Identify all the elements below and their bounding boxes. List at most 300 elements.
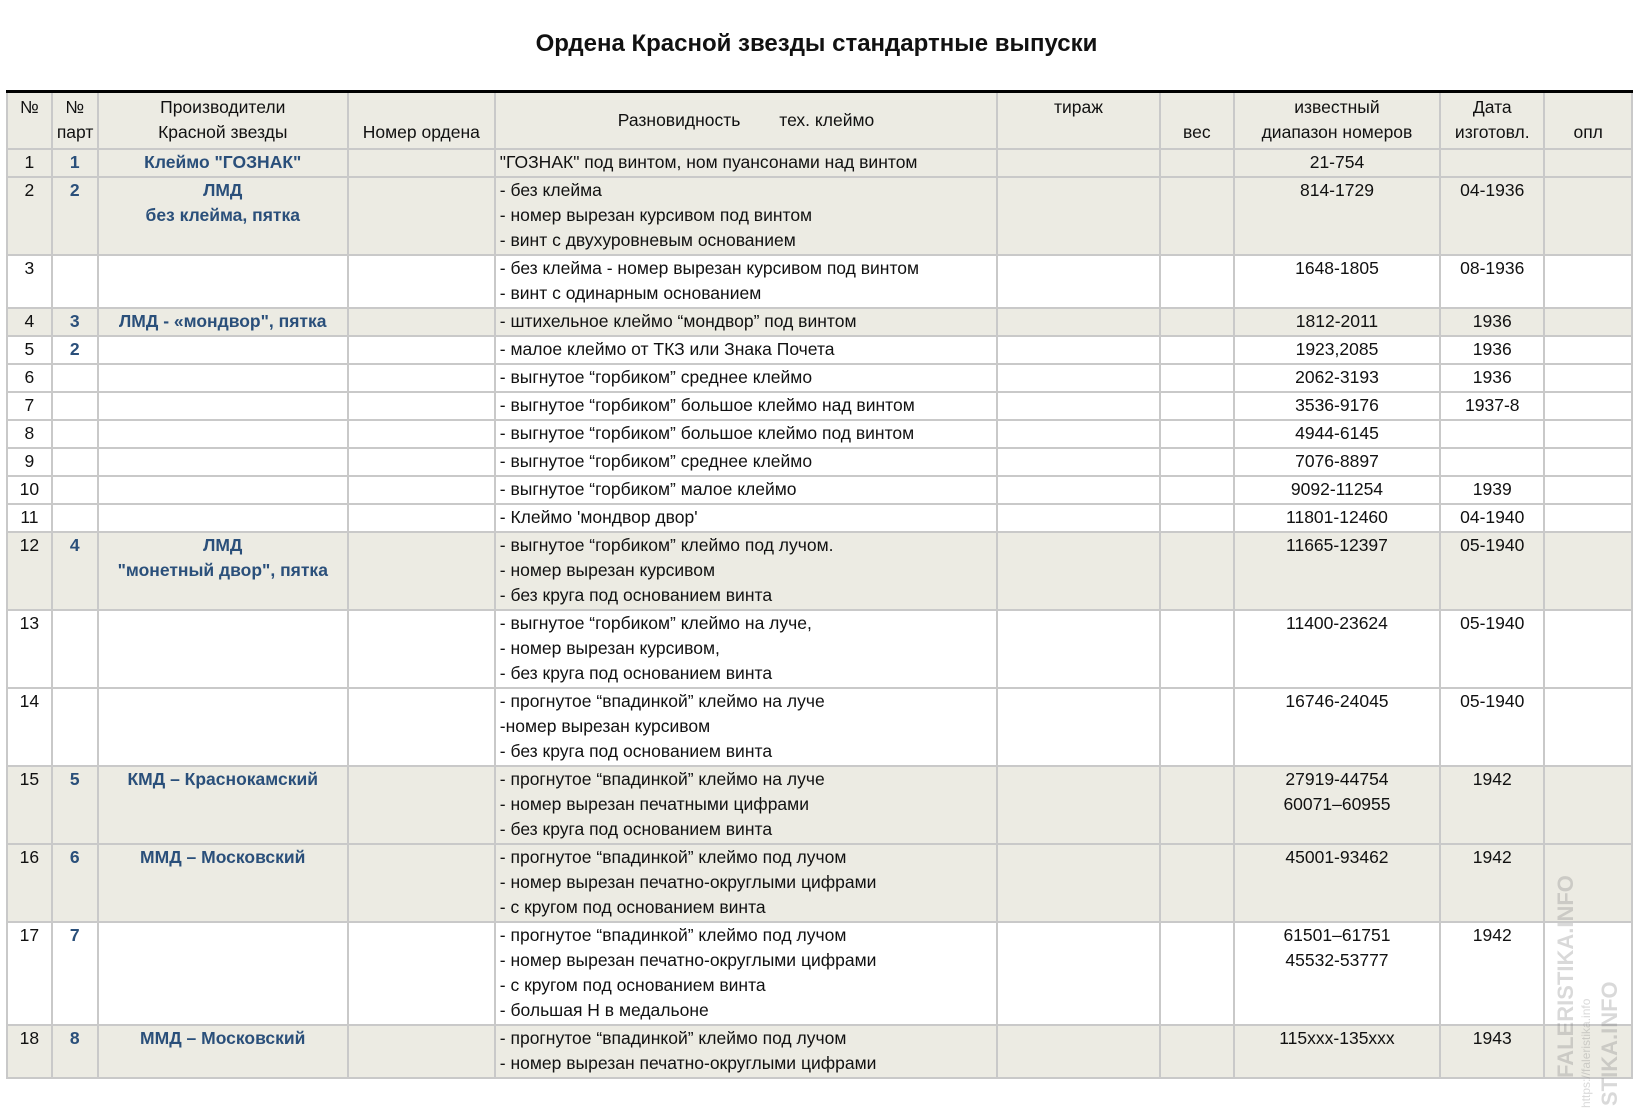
row-range: [1234, 504, 1440, 532]
row-tirazh: [997, 1025, 1160, 1078]
row-range: [1234, 844, 1440, 922]
row-number-line: 7: [24, 394, 35, 415]
row-ves: [1160, 364, 1234, 392]
row-opl: [1544, 476, 1632, 504]
row-variant: [495, 177, 997, 255]
row-range: [1234, 149, 1440, 177]
row-number-line: 8: [24, 422, 35, 443]
header-order-number: Номер ордена: [348, 92, 495, 149]
row-tirazh: [997, 532, 1160, 610]
row-variant-line: - большая Н в медальоне: [499, 999, 709, 1020]
row-part-line: 8: [69, 1027, 80, 1048]
row-maker: [98, 504, 348, 532]
row-range-line: 11801-12460: [1286, 506, 1388, 527]
row-part: [52, 448, 98, 476]
row-ves: [1160, 476, 1234, 504]
row-ves: [1160, 177, 1234, 255]
row-date-line: 08-1936: [1460, 257, 1525, 278]
row-order-number: [348, 308, 495, 336]
row-date-line: 04-1940: [1460, 506, 1525, 527]
row-ves: [1160, 844, 1234, 922]
row-part: [52, 476, 98, 504]
row-tirazh: [997, 610, 1160, 688]
row-date-line: 1942: [1472, 846, 1512, 867]
row-tirazh: [997, 336, 1160, 364]
row-part-line: 1: [69, 151, 80, 172]
row-number: [7, 1025, 52, 1078]
row-range-line: 1812-2011: [1295, 310, 1379, 331]
row-number: [7, 688, 52, 766]
row-date: [1440, 364, 1544, 392]
header-row: [7, 92, 1632, 149]
row-date: [1440, 610, 1544, 688]
row-ves: [1160, 1025, 1234, 1078]
row-maker-line: Клеймо "ГОЗНАК": [144, 151, 302, 172]
row-date-line: 1939: [1472, 478, 1512, 499]
row-number: [7, 504, 52, 532]
row-maker-line: "монетный двор", пятка: [117, 559, 328, 580]
row-date-line: 05-1940: [1460, 534, 1525, 555]
table-row: [7, 1025, 1632, 1078]
row-variant: [495, 364, 997, 392]
row-part: [52, 420, 98, 448]
row-part-line: 5: [69, 768, 80, 789]
row-variant-line: - выгнутое “горбиком” малое клеймо: [499, 478, 797, 499]
row-ves: [1160, 255, 1234, 308]
row-range: [1234, 766, 1440, 844]
row-number-line: 13: [19, 612, 40, 633]
row-maker-line: ЛМД: [203, 179, 243, 200]
row-ves: [1160, 308, 1234, 336]
row-number: [7, 177, 52, 255]
row-range-line: 11665-12397: [1286, 534, 1388, 555]
row-variant: [495, 255, 997, 308]
row-number-line: 11: [20, 506, 39, 527]
row-variant-line: - винт с одинарным основанием: [499, 282, 762, 303]
row-part-line: 2: [69, 179, 80, 200]
row-variant-line: - без круга под основанием винта: [499, 740, 773, 761]
row-range: [1234, 688, 1440, 766]
row-date-line: 1942: [1472, 768, 1512, 789]
row-number: [7, 766, 52, 844]
row-date-line: 1942: [1472, 924, 1512, 945]
header-range: известный диапазон номеров: [1234, 92, 1440, 149]
row-tirazh: [997, 766, 1160, 844]
row-variant: [495, 392, 997, 420]
table-row: [7, 364, 1632, 392]
row-variant-line: - номер вырезан печатно-округлыми цифрами: [499, 871, 877, 892]
row-variant-line: - с кругом под основанием винта: [499, 974, 766, 995]
row-part: [52, 308, 98, 336]
table-row: [7, 476, 1632, 504]
row-ves: [1160, 392, 1234, 420]
row-opl: [1544, 532, 1632, 610]
row-variant-line: - номер вырезан курсивом: [499, 559, 716, 580]
row-variant-line: - выгнутое “горбиком” большое клеймо под винтом: [499, 422, 915, 443]
row-number: [7, 448, 52, 476]
watermark: [1549, 852, 1622, 1108]
row-part: [52, 688, 98, 766]
row-maker: [98, 336, 348, 364]
row-tirazh: [997, 922, 1160, 1025]
row-part: [52, 766, 98, 844]
table-row: [7, 392, 1632, 420]
row-date: [1440, 532, 1544, 610]
row-date: [1440, 688, 1544, 766]
row-opl: [1544, 392, 1632, 420]
row-variant: [495, 688, 997, 766]
row-part-line: 4: [69, 534, 80, 555]
row-variant-line: - штихельное клеймо “мондвор” под винтом: [499, 310, 857, 331]
table-row: [7, 255, 1632, 308]
row-variant-line: - прогнутое “впадинкой” клеймо под лучом: [499, 846, 847, 867]
row-date-line: 1943: [1472, 1027, 1512, 1048]
watermark-url: https://faleristika.info: [1579, 998, 1593, 1108]
row-number: [7, 308, 52, 336]
row-order-number: [348, 392, 495, 420]
row-tirazh: [997, 448, 1160, 476]
row-part: [52, 610, 98, 688]
row-variant: [495, 448, 997, 476]
row-variant-line: - без клейма - номер вырезан курсивом под винтом: [499, 257, 920, 278]
row-range-line: 2062-3193: [1295, 366, 1379, 387]
row-tirazh: [997, 364, 1160, 392]
table-row: [7, 504, 1632, 532]
row-maker-line: КМД – Краснокамский: [127, 768, 318, 789]
row-range: [1234, 255, 1440, 308]
row-tirazh: [997, 688, 1160, 766]
row-range: [1234, 532, 1440, 610]
row-variant-line: - без клейма: [499, 179, 602, 200]
row-ves: [1160, 448, 1234, 476]
row-part-line: 2: [69, 338, 80, 359]
row-number: [7, 336, 52, 364]
row-range: [1234, 364, 1440, 392]
row-opl: [1544, 308, 1632, 336]
row-number-line: 14: [19, 690, 40, 711]
row-variant-line: - прогнутое “впадинкой” клеймо на луче: [499, 690, 825, 711]
row-maker: [98, 844, 348, 922]
row-range: [1234, 476, 1440, 504]
row-variant-line: - прогнутое “впадинкой” клеймо на луче: [499, 768, 825, 789]
table-row: [7, 308, 1632, 336]
row-variant: [495, 476, 997, 504]
row-maker: [98, 532, 348, 610]
row-maker-line: без клейма, пятка: [145, 204, 300, 225]
row-maker: [98, 149, 348, 177]
watermark-text: FALERISTIKA.INFO: [1553, 875, 1578, 1078]
row-ves: [1160, 766, 1234, 844]
row-ves: [1160, 610, 1234, 688]
row-maker-line: ММД – Московский: [140, 846, 306, 867]
row-variant-line: - номер вырезан курсивом,: [499, 637, 720, 658]
row-order-number: [348, 476, 495, 504]
header-num: №: [7, 92, 52, 149]
row-date: [1440, 476, 1544, 504]
row-range-line: 61501–61751: [1283, 924, 1391, 945]
row-variant-line: - номер вырезан печатно-округлыми цифрами: [499, 1052, 877, 1073]
row-tirazh: [997, 476, 1160, 504]
row-ves: [1160, 688, 1234, 766]
row-date-line: 1936: [1472, 310, 1512, 331]
row-part: [52, 504, 98, 532]
row-variant-line: - выгнутое “горбиком” клеймо под лучом.: [499, 534, 834, 555]
header-opl: опл: [1544, 92, 1632, 149]
row-opl: [1544, 177, 1632, 255]
row-range-line: 21-754: [1309, 151, 1365, 172]
row-variant: [495, 1025, 997, 1078]
row-variant-line: - прогнутое “впадинкой” клеймо под лучом: [499, 924, 847, 945]
row-opl: [1544, 504, 1632, 532]
row-order-number: [348, 1025, 495, 1078]
row-part: [52, 1025, 98, 1078]
row-range-line: 45532-53777: [1285, 949, 1389, 970]
row-range-line: 9092-11254: [1290, 478, 1384, 499]
row-range: [1234, 392, 1440, 420]
row-variant: [495, 149, 997, 177]
row-opl: [1544, 766, 1632, 844]
row-number: [7, 255, 52, 308]
row-maker: [98, 308, 348, 336]
row-range: [1234, 448, 1440, 476]
row-order-number: [348, 610, 495, 688]
row-variant-line: - номер вырезан курсивом под винтом: [499, 204, 813, 225]
row-variant-line: - номер вырезан печатно-округлыми цифрами: [499, 949, 877, 970]
row-order-number: [348, 504, 495, 532]
row-range: [1234, 610, 1440, 688]
row-variant-line: - прогнутое “впадинкой” клеймо под лучом: [499, 1027, 847, 1048]
row-tirazh: [997, 149, 1160, 177]
row-maker: [98, 766, 348, 844]
row-variant-line: - малое клеймо от ТКЗ или Знака Почета: [499, 338, 835, 359]
row-date: [1440, 1025, 1544, 1078]
row-date: [1440, 448, 1544, 476]
row-variant: [495, 504, 997, 532]
row-date-line: 04-1936: [1460, 179, 1525, 200]
row-tirazh: [997, 255, 1160, 308]
row-number: [7, 922, 52, 1025]
row-variant-line: -номер вырезан курсивом: [499, 715, 711, 736]
row-maker: [98, 610, 348, 688]
table-row: [7, 688, 1632, 766]
row-maker: [98, 364, 348, 392]
row-variant-line: "ГОЗНАК" под винтом, ном пуансонами над винтом: [499, 151, 918, 172]
row-date: [1440, 177, 1544, 255]
row-date: [1440, 336, 1544, 364]
row-range: [1234, 420, 1440, 448]
row-opl: [1544, 255, 1632, 308]
row-number-line: 4: [24, 310, 35, 331]
row-maker: [98, 255, 348, 308]
row-variant-line: - винт с двухуровневым основанием: [499, 229, 796, 250]
row-variant: [495, 844, 997, 922]
row-date-line: 1936: [1472, 366, 1512, 387]
header-ves: вес: [1160, 92, 1234, 149]
row-ves: [1160, 532, 1234, 610]
row-number-line: 2: [24, 179, 35, 200]
row-variant-line: - номер вырезан печатными цифрами: [499, 793, 809, 814]
row-range: [1234, 308, 1440, 336]
row-tirazh: [997, 844, 1160, 922]
row-range-line: 3536-9176: [1295, 394, 1379, 415]
row-number: [7, 532, 52, 610]
row-range: [1234, 1025, 1440, 1078]
row-order-number: [348, 336, 495, 364]
row-variant-line: - без круга под основанием винта: [499, 818, 773, 839]
row-variant: [495, 420, 997, 448]
row-date: [1440, 392, 1544, 420]
row-maker: [98, 448, 348, 476]
row-number-line: 15: [19, 768, 40, 789]
row-date: [1440, 255, 1544, 308]
row-order-number: [348, 364, 495, 392]
row-part: [52, 844, 98, 922]
row-tirazh: [997, 308, 1160, 336]
row-maker: [98, 922, 348, 1025]
table-row: [7, 448, 1632, 476]
row-part: [52, 922, 98, 1025]
table-row: [7, 420, 1632, 448]
row-number-line: 16: [19, 846, 40, 867]
row-number-line: 10: [19, 478, 40, 499]
row-opl: [1544, 336, 1632, 364]
row-order-number: [348, 149, 495, 177]
row-part: [52, 177, 98, 255]
row-order-number: [348, 255, 495, 308]
row-number-line: 9: [24, 450, 35, 471]
row-date-line: 1937-8: [1465, 394, 1520, 415]
watermark-text-secondary: STIKA.INFO: [1597, 981, 1622, 1106]
row-part-line: 3: [69, 310, 80, 331]
header-maker: Производители Красной звезды: [98, 92, 348, 149]
table-row: [7, 149, 1632, 177]
row-maker: [98, 392, 348, 420]
row-opl: [1544, 149, 1632, 177]
row-variant-line: - Клеймо 'мондвор двор': [499, 506, 698, 527]
header-date: Дата изготовл.: [1440, 92, 1544, 149]
row-maker-line: ММД – Московский: [140, 1027, 306, 1048]
row-date: [1440, 766, 1544, 844]
row-range-line: 7076-8897: [1295, 450, 1379, 471]
row-range-line: 1923,2085: [1295, 338, 1379, 359]
table-row: [7, 336, 1632, 364]
row-part-line: 6: [69, 846, 80, 867]
row-ves: [1160, 149, 1234, 177]
row-opl: [1544, 688, 1632, 766]
row-tirazh: [997, 392, 1160, 420]
row-part: [52, 532, 98, 610]
row-range: [1234, 336, 1440, 364]
row-maker-line: ЛМД - «мондвор", пятка: [119, 310, 327, 331]
row-variant-line: - без круга под основанием винта: [499, 662, 773, 683]
row-range-line: 60071–60955: [1283, 793, 1391, 814]
row-opl: [1544, 448, 1632, 476]
row-date: [1440, 308, 1544, 336]
header-part: № парт: [52, 92, 98, 149]
row-order-number: [348, 844, 495, 922]
row-range-line: 45001-93462: [1285, 846, 1389, 867]
row-ves: [1160, 420, 1234, 448]
row-date-line: 05-1940: [1460, 612, 1525, 633]
row-variant: [495, 922, 997, 1025]
row-tirazh: [997, 504, 1160, 532]
row-opl: [1544, 420, 1632, 448]
row-order-number: [348, 177, 495, 255]
row-variant: [495, 308, 997, 336]
row-range-line: 16746-24045: [1285, 690, 1389, 711]
row-variant-line: - выгнутое “горбиком” среднее клеймо: [499, 366, 813, 387]
row-date-line: 1936: [1472, 338, 1512, 359]
table-row: [7, 610, 1632, 688]
row-tirazh: [997, 177, 1160, 255]
row-range-line: 1648-1805: [1295, 257, 1379, 278]
row-maker: [98, 476, 348, 504]
row-number-line: 18: [19, 1027, 40, 1048]
row-number: [7, 476, 52, 504]
table-row: [7, 766, 1632, 844]
row-variant-line: - с кругом под основанием винта: [499, 896, 766, 917]
row-range-line: 11400-23624: [1286, 612, 1388, 633]
row-range: [1234, 177, 1440, 255]
row-date: [1440, 420, 1544, 448]
row-order-number: [348, 922, 495, 1025]
row-number: [7, 844, 52, 922]
row-number-line: 17: [19, 924, 40, 945]
row-part: [52, 364, 98, 392]
row-order-number: [348, 532, 495, 610]
row-maker: [98, 688, 348, 766]
orders-table: [6, 90, 1633, 1079]
row-date: [1440, 149, 1544, 177]
row-variant: [495, 610, 997, 688]
row-maker: [98, 177, 348, 255]
row-date: [1440, 922, 1544, 1025]
row-part: [52, 336, 98, 364]
row-number-line: 3: [24, 257, 35, 278]
row-date: [1440, 504, 1544, 532]
page-title: Ордена Красной звезды стандартные выпуски: [535, 30, 1098, 57]
row-date: [1440, 844, 1544, 922]
row-ves: [1160, 504, 1234, 532]
row-number: [7, 420, 52, 448]
row-variant: [495, 766, 997, 844]
row-number: [7, 610, 52, 688]
header-tirazh: тираж: [997, 92, 1160, 149]
row-order-number: [348, 766, 495, 844]
row-part-line: 7: [69, 924, 80, 945]
row-opl: [1544, 610, 1632, 688]
table-row: [7, 177, 1632, 255]
row-order-number: [348, 688, 495, 766]
table-row: [7, 922, 1632, 1025]
row-tirazh: [997, 420, 1160, 448]
row-maker: [98, 420, 348, 448]
row-variant-line: - выгнутое “горбиком” большое клеймо над винтом: [499, 394, 915, 415]
row-variant-line: - выгнутое “горбиком” среднее клеймо: [499, 450, 813, 471]
row-variant: [495, 532, 997, 610]
row-ves: [1160, 336, 1234, 364]
row-order-number: [348, 420, 495, 448]
row-date-line: 05-1940: [1460, 690, 1525, 711]
row-number-line: 1: [24, 151, 35, 172]
row-part: [52, 255, 98, 308]
row-range: [1234, 922, 1440, 1025]
row-part: [52, 149, 98, 177]
row-opl: [1544, 364, 1632, 392]
row-range-line: 4944-6145: [1295, 422, 1379, 443]
row-number: [7, 364, 52, 392]
row-part: [52, 392, 98, 420]
